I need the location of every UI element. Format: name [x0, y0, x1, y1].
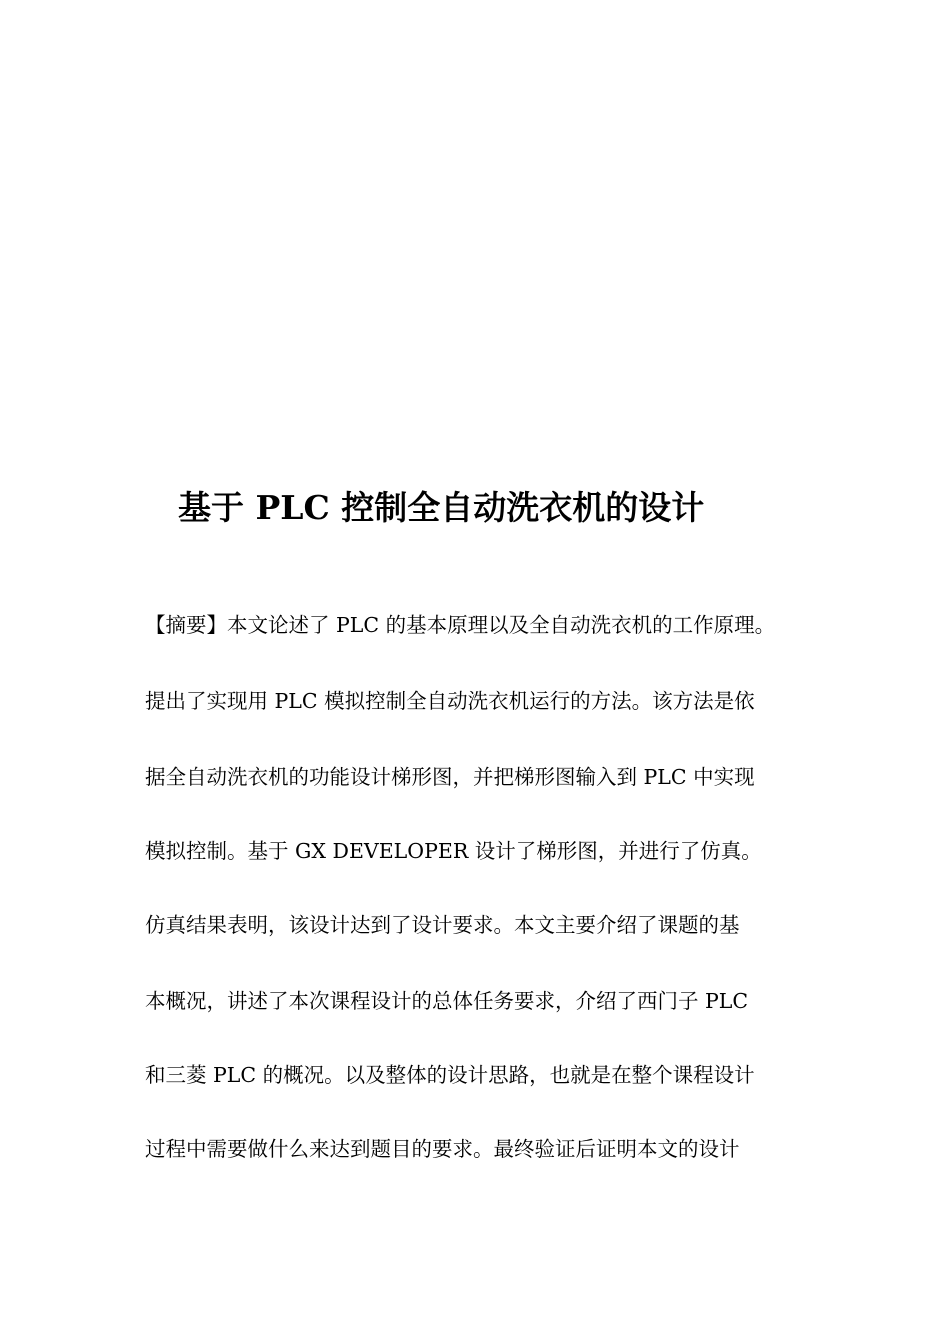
abstract-line: 提出了实现用 PLC 模拟控制全自动洗衣机运行的方法。该方法是依 — [145, 689, 755, 713]
abstract-line: 据全自动洗衣机的功能设计梯形图，并把梯形图输入到 PLC 中实现 — [145, 765, 755, 789]
abstract-line: 和三菱 PLC 的概况。以及整体的设计思路，也就是在整个课程设计 — [145, 1063, 755, 1087]
abstract-line: 本概况，讲述了本次课程设计的总体任务要求，介绍了西门子 PLC — [145, 989, 749, 1013]
document-title: 基于 PLC 控制全自动洗衣机的设计 — [178, 488, 705, 527]
abstract-line: 【摘要】本文论述了 PLC 的基本原理以及全自动洗衣机的工作原理。 — [145, 613, 776, 637]
abstract-line: 过程中需要做什么来达到题目的要求。最终验证后证明本文的设计 — [145, 1137, 740, 1161]
abstract-line: 模拟控制。基于 GX DEVELOPER 设计了梯形图，并进行了仿真。 — [145, 839, 762, 863]
abstract-line: 仿真结果表明，该设计达到了设计要求。本文主要介绍了课题的基 — [145, 913, 740, 937]
